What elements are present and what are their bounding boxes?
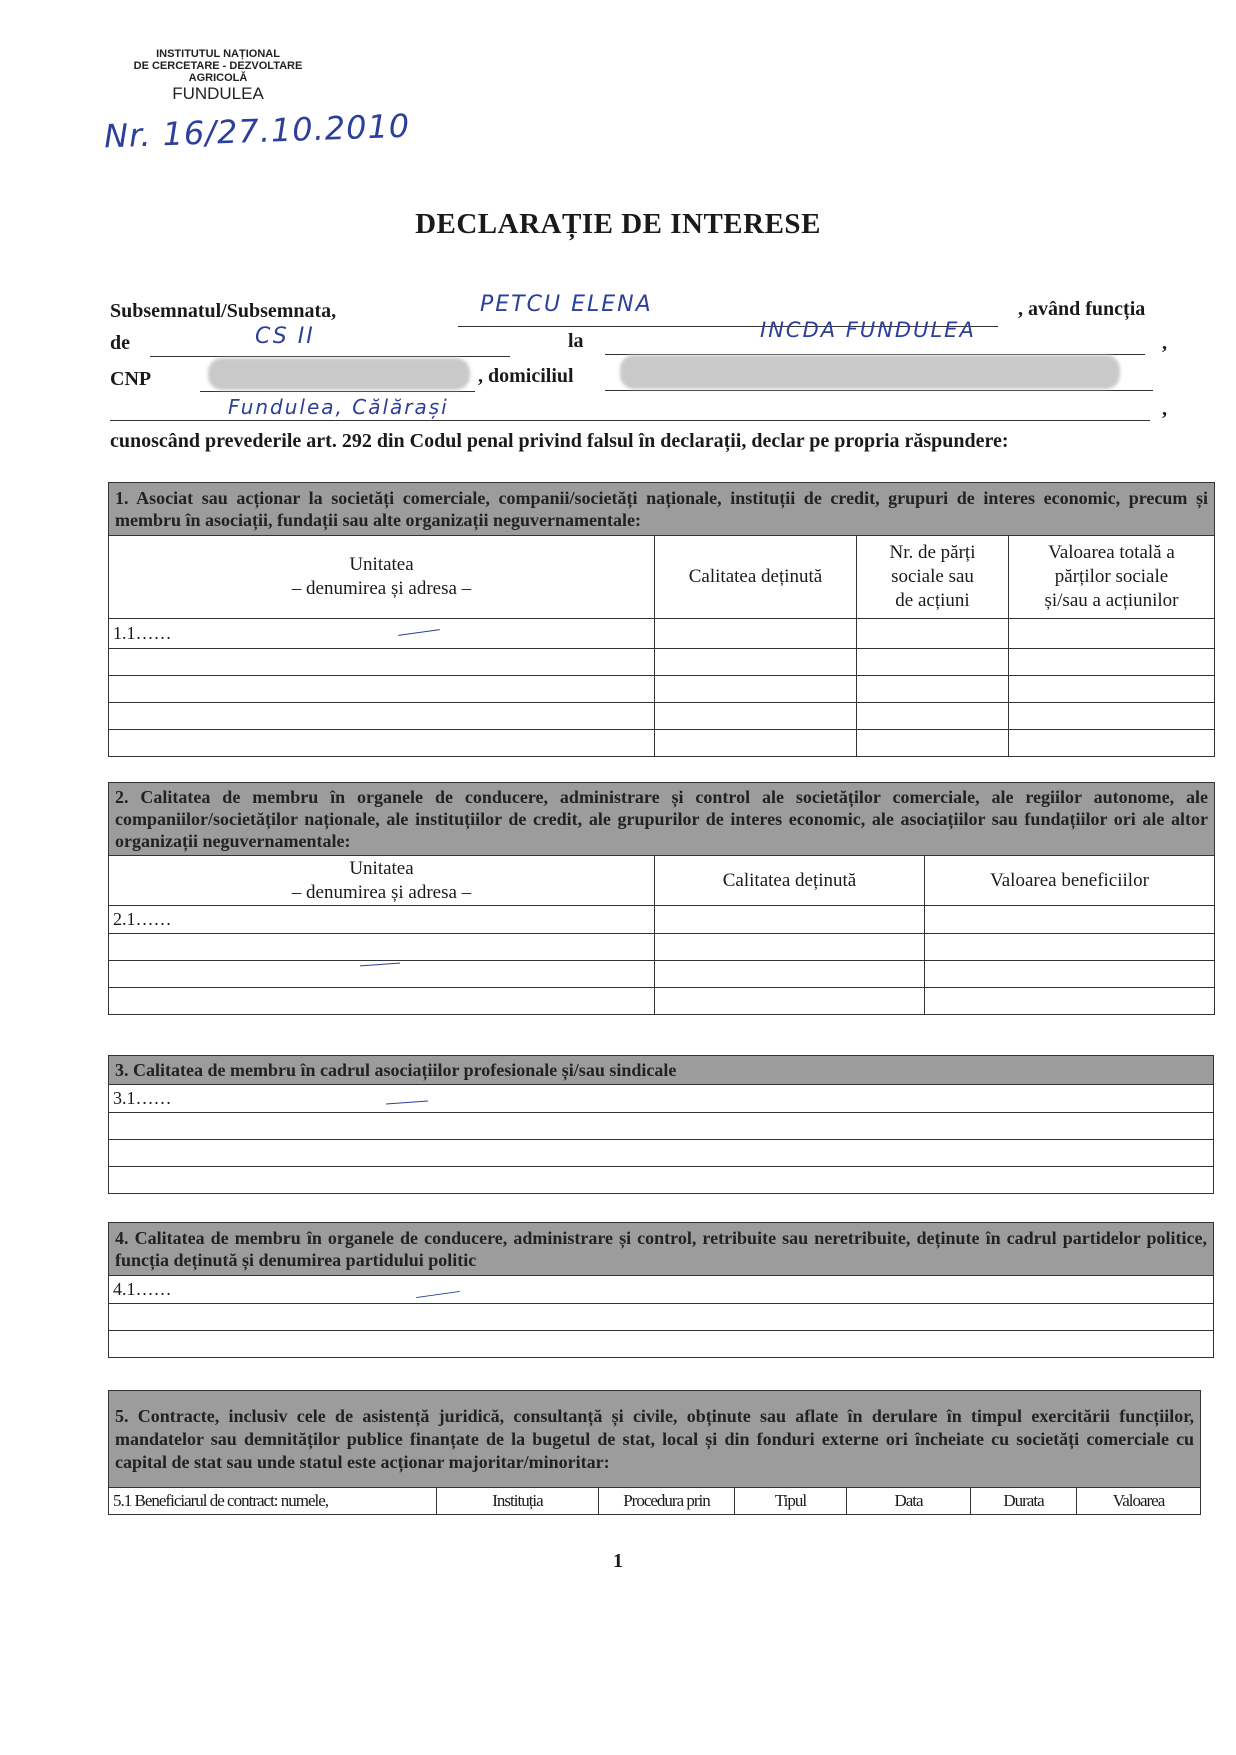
- table-cell[interactable]: [925, 906, 1215, 934]
- section-1-row-1[interactable]: 1.1……: [109, 619, 655, 649]
- table-cell[interactable]: [109, 1113, 1214, 1140]
- cnp-underline: [200, 391, 475, 392]
- table-cell[interactable]: [857, 619, 1009, 649]
- table-cell[interactable]: [655, 730, 857, 757]
- section-5-col-institutia: Instituția: [437, 1488, 599, 1515]
- section-5-col-procedura: Procedura prin: [599, 1488, 735, 1515]
- section-2-col-beneficii: Valoarea beneficiilor: [925, 856, 1215, 906]
- col-valoarea-line-1: Valoarea totală a: [1048, 542, 1175, 563]
- col-valoarea-line-3: și/sau a acțiunilor: [1044, 590, 1179, 611]
- section-5-table: [108, 1390, 1201, 1515]
- address-underline-2: [110, 420, 1150, 421]
- address-redaction: [620, 355, 1120, 389]
- table-cell[interactable]: [1009, 649, 1215, 676]
- page-number: 1: [613, 1550, 623, 1572]
- col-unitatea-title: Unitatea: [349, 554, 414, 575]
- table-cell[interactable]: [109, 1304, 1214, 1331]
- section-2-header: 2. Calitatea de membru în organele de conducere, administrare și control ale societăților comerciale, ale regiilor autonome, ale companiilor/societăților naționale, ale instituțiilor de credit, ale grupurilor de interes economic, ale asociațiilor sau fundațiilor ori ale altor organizații neguvernamentale:: [109, 783, 1215, 856]
- table-cell[interactable]: [655, 988, 925, 1015]
- table-cell[interactable]: [655, 906, 925, 934]
- table-cell[interactable]: [925, 961, 1215, 988]
- table-cell[interactable]: [109, 703, 655, 730]
- col-unitatea-title: Unitatea: [349, 857, 414, 879]
- stamp-line-2: DE CERCETARE - DEZVOLTARE: [133, 60, 303, 72]
- table-cell[interactable]: [857, 649, 1009, 676]
- subsemnatul-label: Subsemnatul/Subsemnata,: [110, 300, 337, 322]
- col-nr-line-2: sociale sau: [891, 566, 974, 587]
- address-underline-1: [605, 390, 1153, 391]
- section-5-col-beneficiar: 5.1 Beneficiarul de contract: numele,: [109, 1488, 437, 1515]
- function-field[interactable]: CS II: [255, 324, 315, 349]
- table-cell[interactable]: [925, 934, 1215, 961]
- stamp-line-3: AGRICOLĂ: [188, 72, 248, 84]
- stamp-line-1: INSTITUTUL NAȚIONAL: [156, 48, 280, 60]
- section-1-col-nr-parti: [857, 536, 1009, 619]
- table-cell[interactable]: [109, 676, 655, 703]
- table-cell[interactable]: [1009, 730, 1215, 757]
- table-cell[interactable]: [109, 730, 655, 757]
- table-cell[interactable]: [857, 730, 1009, 757]
- table-cell[interactable]: [655, 676, 857, 703]
- col-nr-line-1: Nr. de părți: [889, 542, 976, 563]
- cnp-redaction: [208, 358, 470, 390]
- section-1-header: 1. Asociat sau acționar la societăți comerciale, companii/societăți naționale, instituții de credit, grupuri de interes economic, precum și membru în asociații, fundații sau alte organizații neguvernamentale:: [109, 483, 1215, 536]
- table-cell[interactable]: [1009, 703, 1215, 730]
- registration-number: Nr. 16/27.10.2010: [103, 106, 411, 156]
- stamp-line-4: FUNDULEA: [172, 84, 264, 103]
- table-cell[interactable]: [1009, 676, 1215, 703]
- section-4-header: 4. Calitatea de membru în organele de conducere, administrare și control, retribuite sau neretribuite, deținute în cadrul partidelor politice, funcția deținută și denumirea partidului politic: [109, 1223, 1214, 1276]
- address-field[interactable]: Fundulea, Călărași: [228, 395, 449, 419]
- table-cell[interactable]: [857, 703, 1009, 730]
- table-cell[interactable]: [109, 1140, 1214, 1167]
- section-3-header: 3. Calitatea de membru în cadrul asociațiilor profesionale și/sau sindicale: [109, 1056, 1214, 1085]
- section-1-col-calitatea: Calitatea deținută: [655, 536, 857, 619]
- section-4-row-1[interactable]: 4.1……: [109, 1276, 1214, 1304]
- section-5-col-data: Data: [847, 1488, 971, 1515]
- table-cell[interactable]: [925, 988, 1215, 1015]
- section-4-table: [108, 1222, 1214, 1358]
- section-5-col-valoarea: Valoarea: [1077, 1488, 1201, 1515]
- section-5-header: 5. Contracte, inclusiv cele de asistență juridică, consultanță și civile, obținute sau aflate în derulare în timpul exercitării funcțiilor, mandatelor sau demnităților publice finanțate de la bugetul de stat, local și din fonduri externe ori încheiate cu societăți comerciale cu capital de stat sau unde statul este acționar majoritar/minoritar:: [109, 1391, 1201, 1488]
- avand-functia-label: , având funcția: [1018, 298, 1146, 320]
- col-unitatea-subtitle: – denumirea și adresa –: [291, 578, 472, 599]
- section-3-row-1[interactable]: 3.1……: [109, 1085, 1214, 1113]
- comma-1: ,: [1162, 332, 1167, 354]
- comma-2: ,: [1162, 398, 1167, 420]
- table-cell[interactable]: [1009, 619, 1215, 649]
- col-valoarea-line-2: părților sociale: [1054, 566, 1169, 587]
- document-title: DECLARAȚIE DE INTERESE: [415, 208, 821, 240]
- section-1-col-valoarea: [1009, 536, 1215, 619]
- name-field[interactable]: PETCU ELENA: [480, 292, 653, 317]
- table-cell[interactable]: [109, 934, 655, 961]
- function-underline: [150, 356, 510, 357]
- table-cell[interactable]: [857, 676, 1009, 703]
- declaration-statement: cunoscând prevederile art. 292 din Codul penal privind falsul în declarații, declar pe propria răspundere:: [110, 430, 1009, 452]
- table-cell[interactable]: [655, 934, 925, 961]
- table-cell[interactable]: [109, 1331, 1214, 1358]
- de-label: de: [110, 332, 130, 354]
- table-cell[interactable]: [109, 988, 655, 1015]
- table-cell[interactable]: [655, 649, 857, 676]
- institution-stamp: [108, 48, 328, 103]
- section-2-row-1[interactable]: 2.1……: [109, 906, 655, 934]
- table-cell[interactable]: [655, 619, 857, 649]
- col-unitatea-subtitle: – denumirea și adresa –: [291, 881, 472, 903]
- section-1-col-unitatea: [109, 536, 655, 619]
- table-cell[interactable]: [109, 1167, 1214, 1194]
- section-5-col-tipul: Tipul: [735, 1488, 847, 1515]
- la-label: la: [568, 330, 584, 352]
- section-2-col-unitatea: [109, 856, 655, 906]
- section-1-table: [108, 482, 1215, 757]
- table-cell[interactable]: [655, 961, 925, 988]
- section-5-col-durata: Durata: [971, 1488, 1077, 1515]
- section-3-table: [108, 1055, 1214, 1194]
- col-nr-line-3: de acțiuni: [895, 590, 970, 611]
- section-2-col-calitatea: Calitatea deținută: [655, 856, 925, 906]
- table-cell[interactable]: [109, 649, 655, 676]
- table-cell[interactable]: [655, 703, 857, 730]
- cnp-label: CNP: [110, 368, 152, 390]
- section-2-table: [108, 782, 1215, 1015]
- domiciliul-label: , domiciliul: [478, 365, 574, 387]
- institution-field[interactable]: INCDA FUNDULEA: [760, 318, 976, 342]
